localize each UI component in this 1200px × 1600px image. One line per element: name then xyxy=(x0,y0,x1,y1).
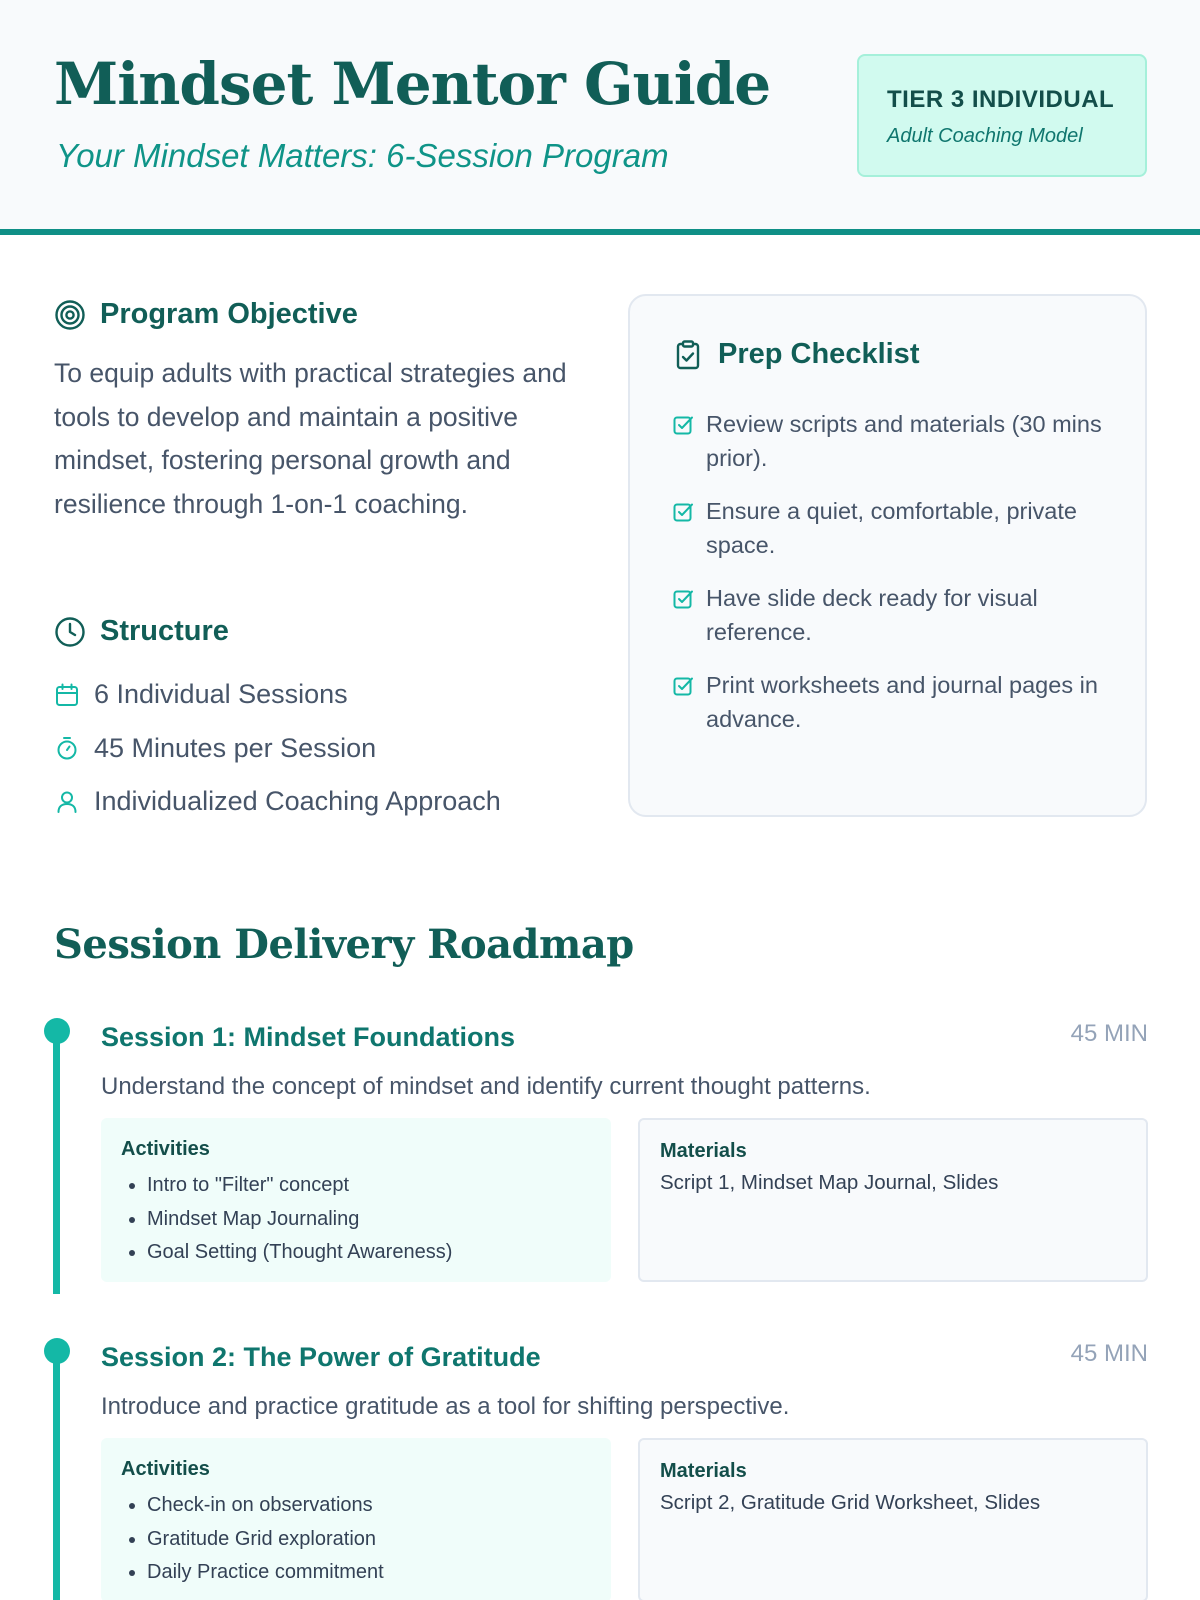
activities-list xyxy=(121,1489,591,1590)
tier-badge xyxy=(857,54,1147,177)
roadmap-title: Session Delivery Roadmap xyxy=(54,921,634,968)
stopwatch-icon xyxy=(54,735,80,761)
checkbox-checked-icon xyxy=(672,501,694,523)
session-description: Understand the concept of mindset and identify current thought patterns. xyxy=(101,1073,871,1100)
checklist-title: Prep Checklist xyxy=(718,338,920,370)
target-icon xyxy=(54,299,86,331)
calendar-icon xyxy=(54,682,80,708)
page-header xyxy=(0,0,1200,235)
list-item: • Check-in on observations xyxy=(147,1489,591,1523)
materials-label: Materials xyxy=(660,1140,747,1162)
page-title: Mindset Mentor Guide xyxy=(54,50,771,118)
materials-text: Script 2, Gratitude Grid Worksheet, Slides xyxy=(660,1491,1041,1514)
structure-title: Structure xyxy=(100,615,229,647)
list-item: • Gratitude Grid exploration xyxy=(147,1523,591,1557)
tier-badge-title: TIER 3 INDIVIDUAL xyxy=(887,86,1115,113)
objective-text: To equip adults with practical strategies and tools to develop and maintain a positive mindset, fostering personal growth and resilience through 1-on-1 coaching. xyxy=(54,358,567,519)
activities-box xyxy=(101,1118,611,1282)
timeline-rail xyxy=(53,1350,60,1600)
list-item: • Mindset Map Journaling xyxy=(147,1203,591,1237)
activities-box xyxy=(101,1438,611,1600)
timeline-dot xyxy=(44,1018,70,1044)
structure-item-label: 45 Minutes per Session xyxy=(94,732,377,763)
activities-label: Activities xyxy=(121,1138,210,1160)
session-title: Session 1: Mindset Foundations xyxy=(101,1022,516,1052)
activities-label: Activities xyxy=(121,1458,210,1480)
checkbox-checked-icon xyxy=(672,414,694,436)
checklist-list xyxy=(672,408,1112,756)
materials-box xyxy=(638,1438,1148,1600)
checklist-item xyxy=(672,669,1112,736)
list-item xyxy=(54,722,501,776)
list-item: • Goal Setting (Thought Awareness) xyxy=(147,1236,591,1270)
list-item: • Daily Practice commitment xyxy=(147,1556,591,1590)
timeline-rail xyxy=(53,1030,60,1294)
session-title: Session 2: The Power of Gratitude xyxy=(101,1342,541,1372)
activities-list xyxy=(121,1169,591,1270)
checklist-item xyxy=(672,408,1112,475)
tier-badge-subtitle: Adult Coaching Model xyxy=(887,125,1083,147)
user-icon xyxy=(54,789,80,815)
checkbox-checked-icon xyxy=(672,588,694,610)
materials-box xyxy=(638,1118,1148,1282)
checklist-heading xyxy=(672,338,919,371)
list-item xyxy=(54,775,501,829)
clock-icon xyxy=(54,616,86,648)
checkbox-checked-icon xyxy=(672,675,694,697)
session-duration: 45 MIN xyxy=(1070,1340,1148,1367)
page-subtitle: Your Mindset Matters: 6-Session Program xyxy=(56,137,669,174)
checklist-item-label: Have slide deck ready for visual reference. xyxy=(706,585,1038,645)
objective-heading xyxy=(54,298,358,331)
structure-item-label: 6 Individual Sessions xyxy=(94,679,348,710)
structure-item-label: Individualized Coaching Approach xyxy=(94,786,501,817)
materials-label: Materials xyxy=(660,1460,747,1482)
checklist-item-label: Ensure a quiet, comfortable, private space. xyxy=(706,498,1077,558)
structure-list xyxy=(54,668,501,829)
session-description: Introduce and practice gratitude as a tool for shifting perspective. xyxy=(101,1393,790,1420)
list-item: • Intro to "Filter" concept xyxy=(147,1169,591,1203)
structure-heading xyxy=(54,615,229,648)
session-card xyxy=(44,1338,1148,1600)
materials-text: Script 1, Mindset Map Journal, Slides xyxy=(660,1171,999,1194)
checklist-item-label: Print worksheets and journal pages in advance. xyxy=(706,672,1098,732)
checklist-item xyxy=(672,582,1112,649)
clipboard-check-icon xyxy=(672,339,704,371)
checklist-item xyxy=(672,495,1112,562)
checklist-item-label: Review scripts and materials (30 mins prior). xyxy=(706,411,1102,471)
list-item xyxy=(54,668,501,722)
timeline-dot xyxy=(44,1338,70,1364)
session-card xyxy=(44,1018,1148,1288)
prep-checklist-card xyxy=(628,294,1147,817)
session-duration: 45 MIN xyxy=(1070,1020,1148,1047)
objective-title: Program Objective xyxy=(100,298,358,330)
